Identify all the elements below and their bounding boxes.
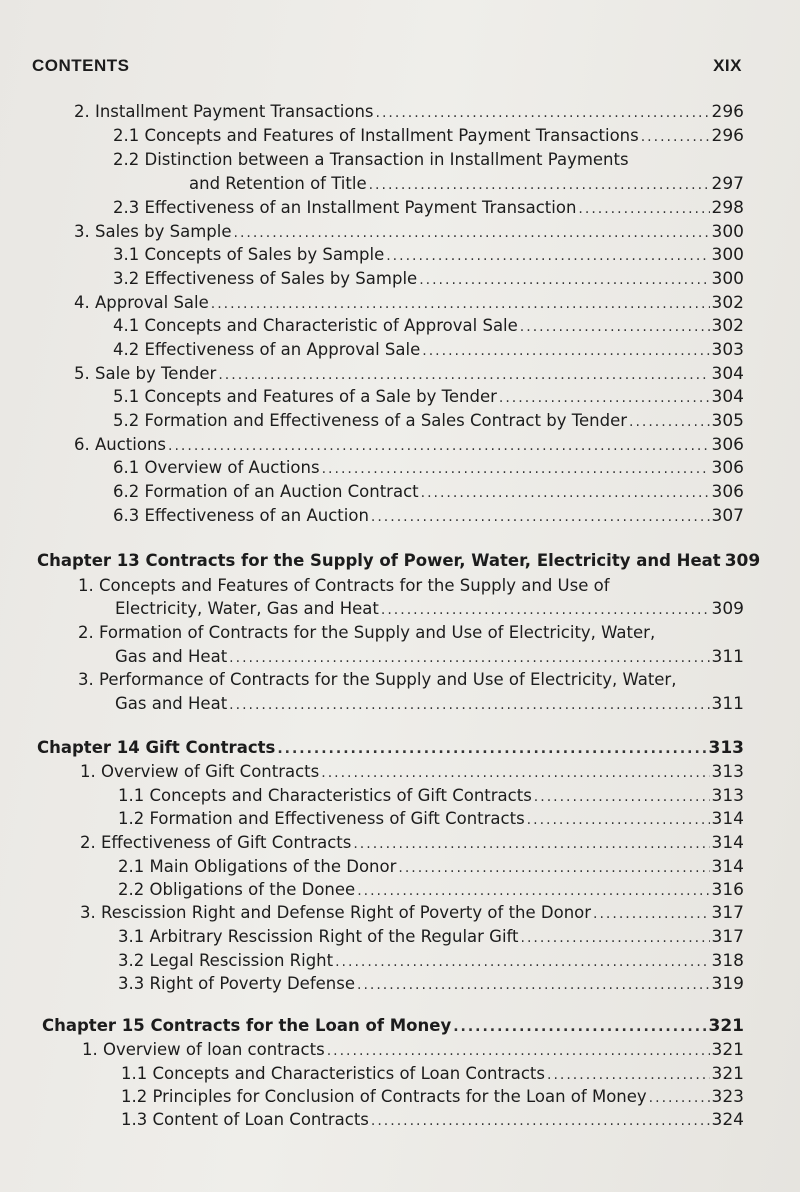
toc-entry-page: 318	[711, 951, 744, 971]
toc-entry-page: 306	[711, 435, 744, 455]
toc-entry-title: 4.1 Concepts and Characteristic of Approval Sale	[113, 316, 518, 335]
dot-leader	[322, 461, 710, 477]
dot-leader	[218, 367, 709, 383]
toc-entry	[189, 174, 744, 197]
dot-leader	[353, 836, 709, 852]
toc-entry	[74, 364, 744, 387]
dot-leader	[527, 812, 710, 828]
toc-entry	[115, 599, 744, 622]
toc-entry	[80, 903, 744, 926]
dot-leader	[234, 225, 710, 241]
toc-entry-page: 323	[711, 1087, 744, 1107]
dot-leader	[421, 485, 710, 501]
toc-entry-title: 3. Performance of Contracts for the Supply and Use of Electricity, Water,	[78, 670, 677, 689]
toc-entry-page: 324	[711, 1110, 744, 1130]
toc-entry	[118, 927, 744, 950]
toc-entry-title: 2. Formation of Contracts for the Supply and Use of Electricity, Water,	[78, 623, 656, 642]
toc-entry-page: 305	[711, 411, 744, 431]
toc-entry	[113, 482, 744, 505]
toc-entry-page: 300	[711, 222, 744, 242]
toc-entry-title: 3.1 Concepts of Sales by Sample	[113, 245, 385, 264]
toc-entry	[118, 951, 744, 974]
toc-entry-page: 319	[711, 974, 744, 994]
dot-leader	[376, 105, 710, 121]
toc-entry-page: 316	[711, 880, 744, 900]
toc-entry-title: 5. Sale by Tender	[74, 364, 217, 383]
toc-entry-page: 309	[711, 599, 744, 619]
toc-entry	[113, 506, 744, 529]
toc-entry	[113, 245, 744, 268]
toc-entry-page: 306	[711, 482, 744, 502]
toc-entry	[113, 411, 744, 434]
toc-entry-title: 1.2 Principles for Conclusion of Contracts for the Loan of Money	[121, 1087, 647, 1106]
toc-entry-page: 302	[711, 293, 744, 313]
toc-entry-title: 1.3 Content of Loan Contracts	[121, 1110, 369, 1129]
toc-entry-title: 1.1 Concepts and Characteristics of Loan Contracts	[121, 1064, 545, 1083]
dot-leader	[335, 954, 709, 970]
dot-leader	[371, 509, 710, 525]
dot-leader	[629, 414, 710, 430]
dot-leader	[327, 1043, 710, 1059]
toc-entry-page: 317	[711, 903, 744, 923]
toc-entry-page: 304	[711, 387, 744, 407]
dot-leader	[649, 1090, 710, 1106]
dot-leader	[357, 883, 709, 899]
toc-chapter-13	[37, 551, 761, 574]
toc-entry-page: 317	[711, 927, 744, 947]
toc-entry-title: 3.2 Effectiveness of Sales by Sample	[113, 269, 418, 288]
toc-entry-title: Gas and Heat	[115, 647, 228, 666]
toc-entry	[74, 222, 744, 245]
toc-entry-title: 5.1 Concepts and Features of a Sale by Tender	[113, 387, 497, 406]
toc-entry-page: 303	[711, 340, 744, 360]
toc-entry-title: 2.2 Distinction between a Transaction in Installment Payments	[113, 150, 629, 169]
toc-entry	[121, 1087, 744, 1110]
toc-entry	[74, 435, 744, 458]
toc-entry	[118, 857, 744, 880]
toc-entry-page: 300	[711, 245, 744, 265]
toc-chapter-title: Chapter 14 Gift Contracts	[37, 738, 276, 757]
toc-entry-title: 3. Rescission Right and Defense Right of Poverty of the Donor	[80, 903, 592, 922]
toc-entry-title: 5.2 Formation and Effectiveness of a Sales Contract by Tender	[113, 411, 627, 430]
toc-entry-title: 2. Effectiveness of Gift Contracts	[80, 833, 352, 852]
toc-entry-page: 300	[711, 269, 744, 289]
toc-entry-title: 2. Installment Payment Transactions	[74, 102, 374, 121]
toc-entry	[115, 694, 744, 717]
toc-entry-page: 313	[711, 762, 744, 782]
toc-entry-page: 321	[711, 1064, 744, 1084]
toc-chapter-page: 321	[708, 1016, 744, 1036]
toc-entry	[113, 198, 744, 221]
toc-entry	[113, 458, 744, 481]
dot-leader	[211, 296, 710, 312]
toc-entry	[74, 293, 744, 316]
toc-entry	[121, 1110, 744, 1133]
dot-leader	[547, 1067, 710, 1083]
dot-leader	[168, 438, 710, 454]
dot-leader	[229, 650, 709, 666]
toc-entry-page: 304	[711, 364, 744, 384]
dot-leader	[453, 1019, 706, 1035]
running-head-page-number: XIX	[713, 56, 742, 75]
toc-chapter-page: 313	[708, 738, 744, 758]
toc-entry	[118, 786, 744, 809]
toc-entry-title: Gas and Heat	[115, 694, 228, 713]
toc-entry	[82, 1040, 744, 1063]
dot-leader	[277, 741, 706, 757]
toc-entry-title: 3. Sales by Sample	[74, 222, 232, 241]
dot-leader	[419, 272, 709, 288]
dot-leader	[593, 906, 710, 922]
toc-chapter-title: Chapter 15 Contracts for the Loan of Money	[42, 1016, 452, 1035]
toc-entry-page: 313	[711, 786, 744, 806]
toc-entry	[113, 316, 744, 339]
toc-entry-title: 1. Overview of Gift Contracts	[80, 762, 320, 781]
dot-leader	[229, 697, 709, 713]
dot-leader	[381, 602, 710, 618]
toc-entry-page: 296	[711, 102, 744, 122]
toc-entry	[80, 833, 744, 856]
toc-entry-title: 2.3 Effectiveness of an Installment Payment Transaction	[113, 198, 577, 217]
toc-entry-page: 297	[711, 174, 744, 194]
toc-entry-title: 1. Concepts and Features of Contracts for the Supply and Use of	[78, 576, 610, 595]
running-head	[32, 56, 742, 76]
toc-entry	[118, 809, 744, 832]
dot-leader	[398, 860, 709, 876]
toc-entry-page: 314	[711, 809, 744, 829]
toc-entry	[118, 880, 744, 903]
toc-entry-page: 314	[711, 833, 744, 853]
toc-entry	[121, 1064, 744, 1087]
toc-entry-title: 6. Auctions	[74, 435, 167, 454]
dot-leader	[371, 1113, 710, 1129]
dot-leader	[321, 765, 709, 781]
toc-entry-title: 1. Overview of loan contracts	[82, 1040, 325, 1059]
toc-entry-title: 2.1 Main Obligations of the Donor	[118, 857, 397, 876]
toc-chapter-15	[42, 1016, 744, 1039]
dot-leader	[357, 977, 710, 993]
toc-entry	[113, 387, 744, 410]
toc-entry-title: 6.2 Formation of an Auction Contract	[113, 482, 419, 501]
toc-entry-title: 6.3 Effectiveness of an Auction	[113, 506, 369, 525]
toc-entry	[118, 974, 744, 997]
dot-leader	[369, 177, 710, 193]
toc-entry-title: and Retention of Title	[189, 174, 367, 193]
toc-entry	[113, 126, 744, 149]
toc-entry-page: 311	[711, 694, 744, 714]
toc-entry-page: 306	[711, 458, 744, 478]
dot-leader	[520, 319, 710, 335]
toc-entry-title: 3.1 Arbitrary Rescission Right of the Regular Gift	[118, 927, 519, 946]
running-head-title: CONTENTS	[32, 56, 130, 75]
dot-leader	[534, 789, 710, 805]
dot-leader	[521, 930, 710, 946]
toc-entry-page: 321	[711, 1040, 744, 1060]
toc-entry-title: 1.1 Concepts and Characteristics of Gift Contracts	[118, 786, 532, 805]
toc-entry	[74, 102, 744, 125]
dot-leader	[641, 129, 710, 145]
toc-entry	[113, 340, 744, 363]
toc-entry-page: 311	[711, 647, 744, 667]
toc-entry-title: 6.1 Overview of Auctions	[113, 458, 320, 477]
dot-leader	[422, 343, 709, 359]
toc-entry	[80, 762, 744, 785]
toc-entry-page: 298	[711, 198, 744, 218]
toc-entry-title: Electricity, Water, Gas and Heat	[115, 599, 379, 618]
toc-entry-title: 1.2 Formation and Effectiveness of Gift Contracts	[118, 809, 525, 828]
toc-chapter-14	[37, 738, 744, 761]
toc-entry-title: 3.3 Right of Poverty Defense	[118, 974, 355, 993]
toc-entry-title: 3.2 Legal Rescission Right	[118, 951, 334, 970]
toc-entry-page: 302	[711, 316, 744, 336]
dot-leader	[578, 201, 709, 217]
dot-leader	[386, 248, 709, 264]
toc-entry	[113, 269, 744, 292]
toc-entry-title: 2.1 Concepts and Features of Installment Payment Transactions	[113, 126, 639, 145]
toc-entry	[115, 647, 744, 670]
toc-entry-title: 4.2 Effectiveness of an Approval Sale	[113, 340, 421, 359]
toc-chapter-title: Chapter 13 Contracts for the Supply of Power, Water, Electricity and Heat	[37, 551, 721, 570]
toc-entry-title: 4. Approval Sale	[74, 293, 209, 312]
toc-entry-page: 314	[711, 857, 744, 877]
toc-entry-title: 2.2 Obligations of the Donee	[118, 880, 356, 899]
dot-leader	[499, 390, 710, 406]
toc-chapter-page: 309	[724, 551, 761, 571]
toc-entry-page: 307	[711, 506, 744, 526]
toc-entry-page: 296	[711, 126, 744, 146]
